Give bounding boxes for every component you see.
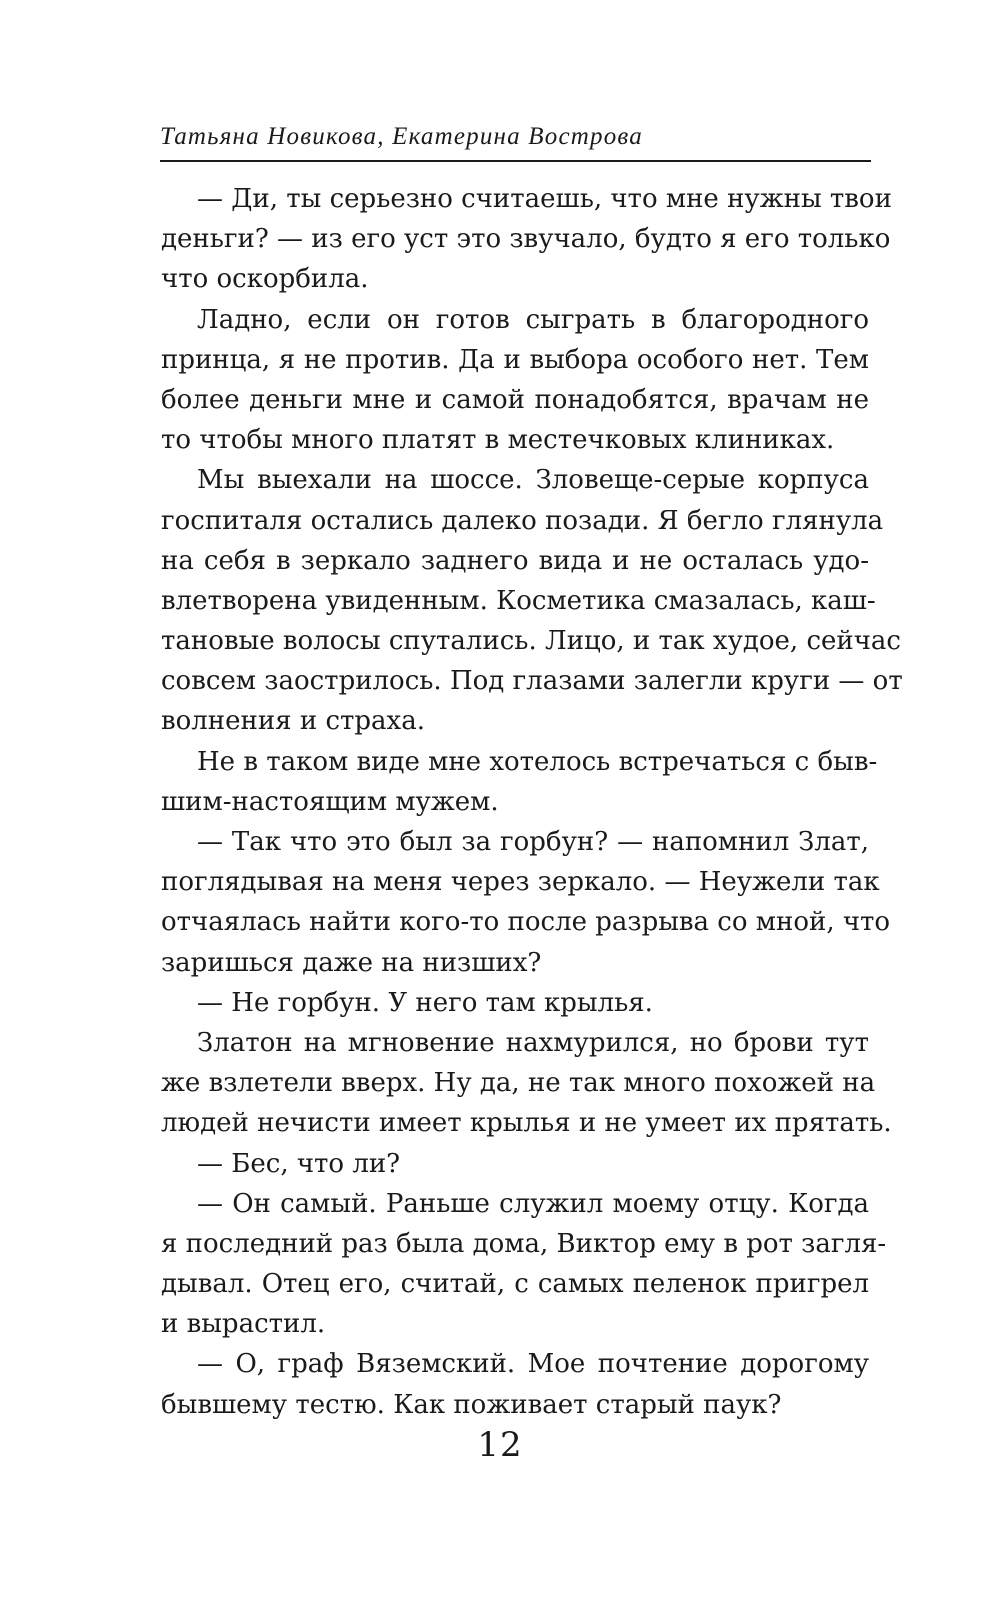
body-text: [161, 179, 903, 1425]
text-line: — Он самый. Раньше служил моему отцу. Когда: [197, 1188, 869, 1219]
text-line: — Так что это был за горбун? — напомнил Злат,: [197, 827, 869, 857]
paragraph: [161, 179, 892, 300]
text-line: Златон на мгновение нахмурился, но брови тут: [197, 1027, 869, 1058]
paragraph: [161, 983, 869, 1023]
text-line: совсем заострилось. Под глазами залегли круги — от: [161, 666, 903, 697]
text-line: Не в таком виде мне хотелось встречаться с быв-: [197, 746, 878, 777]
text-line: бывшему тестю. Как поживает старый паук?: [161, 1389, 782, 1420]
text-line: и вырастил.: [161, 1309, 326, 1340]
text-line: же взлетели вверх. Ну да, не так много похожей на: [161, 1068, 876, 1099]
text-line: что оскорбила.: [161, 264, 369, 295]
paragraph: [161, 1344, 869, 1424]
text-line: отчаялась найти кого-то после разрыва со мной, что: [161, 907, 891, 938]
page-number: 12: [477, 1425, 523, 1465]
paragraph: [161, 1023, 892, 1144]
text-line: — Ди, ты серьезно считаешь, что мне нужны твои: [197, 184, 892, 214]
text-line: поглядывая на меня через зеркало. — Неужели так: [161, 867, 880, 898]
text-line: людей нечисти имеет крылья и не умеет их прятать.: [161, 1108, 892, 1139]
paragraph: [161, 1144, 869, 1184]
text-line: влетворена увиденным. Косметика смазалась, каш-: [161, 585, 876, 616]
paragraph: [161, 742, 878, 822]
text-line: волнения и страха.: [161, 706, 425, 737]
text-line: заришься даже на низших?: [161, 947, 542, 978]
text-line: дывал. Отец его, считай, с самых пеленок пригрел: [161, 1269, 869, 1300]
paragraph: [161, 300, 869, 461]
text-line: принца, я не против. Да и выбора особого нет. Тем: [161, 344, 869, 375]
text-line: Мы выехали на шоссе. Зловеще-серые корпуса: [197, 465, 869, 496]
header-rule: [160, 160, 871, 162]
text-line: я последний раз была дома, Виктор ему в рот загля-: [161, 1228, 887, 1259]
text-line: — О, граф Вяземский. Мое почтение дорогому: [197, 1349, 869, 1380]
text-line: — Бес, что ли?: [197, 1148, 401, 1179]
text-line: деньги? — из его уст это звучало, будто я его только: [161, 224, 891, 255]
paragraph: [161, 1184, 887, 1345]
text-line: Ладно, если он готов сыграть в благородного: [197, 304, 869, 335]
text-line: то чтобы много платят в местечковых клиниках.: [161, 425, 835, 456]
text-line: шим-настоящим мужем.: [161, 786, 499, 817]
text-line: — Не горбун. У него там крылья.: [197, 987, 653, 1018]
text-line: на себя в зеркало заднего вида и не осталась удо-: [161, 545, 869, 576]
paragraph: [161, 460, 903, 741]
text-line: тановые волосы спутались. Лицо, и так худое, сейчас: [161, 626, 901, 657]
paragraph: [161, 822, 891, 983]
text-line: более деньги мне и самой понадобятся, врачам не: [161, 384, 869, 415]
running-head: Татьяна Новикова, Екатерина Вострова: [160, 123, 643, 150]
text-line: госпиталя остались далеко позади. Я бегло глянула: [161, 505, 884, 536]
